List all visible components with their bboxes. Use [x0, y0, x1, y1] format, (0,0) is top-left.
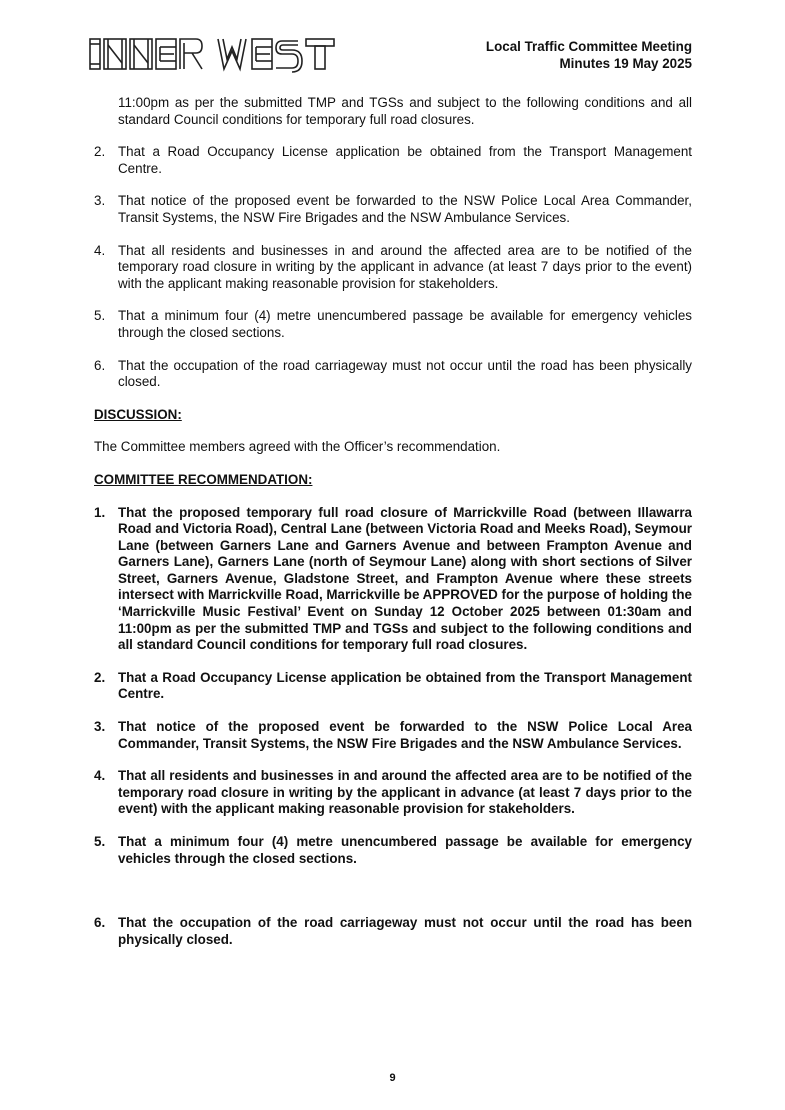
item-text: That a Road Occupancy License application be obtained from the Transport Management Centre.: [118, 669, 692, 702]
committee-item-2: [94, 670, 692, 703]
item-number: 6.: [94, 915, 106, 931]
officer-item-6: [94, 358, 692, 391]
page-header: [0, 0, 785, 80]
item-number: 3.: [94, 193, 106, 209]
item-number: 2.: [94, 144, 106, 160]
item-text: That the occupation of the road carriageway must not occur until the road has been physically closed.: [118, 357, 692, 390]
committee-recommendation-heading: COMMITTEE RECOMMENDATION:: [94, 471, 313, 487]
item-number: 2.: [94, 669, 106, 685]
item-number: 3.: [94, 719, 106, 735]
item-number: 5.: [94, 308, 106, 324]
inner-west-logo: [88, 37, 338, 73]
item-text: That all residents and businesses in and around the affected area are to be notified of the temporary road closure in writing by the applicant in advance (at least 7 days prior to the event) with the applicant making reasonable provision for stakeholders.: [118, 242, 692, 291]
item-text: That all residents and businesses in and around the affected area are to be notified of the temporary road closure in writing by the applicant in advance (at least 7 days prior to the event) with the applicant making reasonable provision for stakeholders.: [118, 768, 692, 817]
page-number: 9: [389, 1072, 396, 1084]
officer-item-2: [94, 144, 692, 177]
header-meeting-info: [486, 38, 692, 72]
meeting-title: Local Traffic Committee Meeting: [485, 39, 692, 54]
committee-item-5: [94, 834, 692, 867]
officer-item-5: [94, 308, 692, 341]
document-body: [94, 95, 692, 948]
item-text: That a Road Occupancy License application be obtained from the Transport Management Centre.: [118, 144, 692, 176]
discussion-text: The Committee members agreed with the Officer’s recommendation.: [94, 439, 501, 455]
item-number: 5.: [94, 834, 106, 849]
item-text: That the proposed temporary full road closure of Marrickville Road (between Illawarra Road and Victoria Road), Central Lane (between Victoria Road and Meeks Road), Seymour Lane (between Garners Lane and Garners Avenue and between Frampton Avenue and Garners Lane), Garners Lane (north of Seymour Lane) along with short sections of Silver Street, Garners Avenue, Gladstone Street, and Frampton Avenue where these streets intersect with Marrickville Road, Marrickville be APPROVED for the purpose of holding the ‘Marrickville Music Festival’ Event on Sunday 12 October 2025 between 01:30am and 11:00pm as per the submitted TMP and TGSs and subject to the following conditions and all standard Council conditions for temporary full road closures.: [118, 504, 692, 653]
officer-item-4: [94, 243, 692, 293]
officer-recommendation-continued: 11:00pm as per the submitted TMP and TGSs and subject to the following conditions and all standard Council conditions for temporary full road closures.: [118, 95, 692, 127]
item-number: 4.: [94, 768, 106, 784]
committee-item-6: [94, 915, 692, 948]
committee-item-1: [94, 505, 692, 654]
item-text: That notice of the proposed event be forwarded to the NSW Police Local Area Commander, Transit Systems, the NSW Fire Brigades and the NSW Ambulance Services.: [118, 193, 692, 225]
discussion-heading: DISCUSSION:: [94, 406, 182, 422]
item-number: 4.: [94, 242, 106, 258]
item-text: That notice of the proposed event be forwarded to the NSW Police Local Area Commander, Transit Systems, the NSW Fire Brigades and the NSW Ambulance Services.: [118, 719, 692, 751]
officer-item-3: [94, 193, 692, 226]
item-number: 1.: [94, 504, 106, 520]
committee-item-3: [94, 719, 692, 752]
item-number: 6.: [94, 357, 106, 373]
committee-item-4: [94, 768, 692, 818]
item-text: That a minimum four (4) metre unencumbered passage be available for emergency vehicles through the closed sections.: [118, 834, 692, 866]
meeting-date: Minutes 19 May 2025: [559, 56, 692, 71]
item-text: That the occupation of the road carriageway must not occur until the road has been physically closed.: [118, 915, 692, 947]
item-text: That a minimum four (4) metre unencumbered passage be available for emergency vehicles through the closed sections.: [118, 308, 692, 340]
